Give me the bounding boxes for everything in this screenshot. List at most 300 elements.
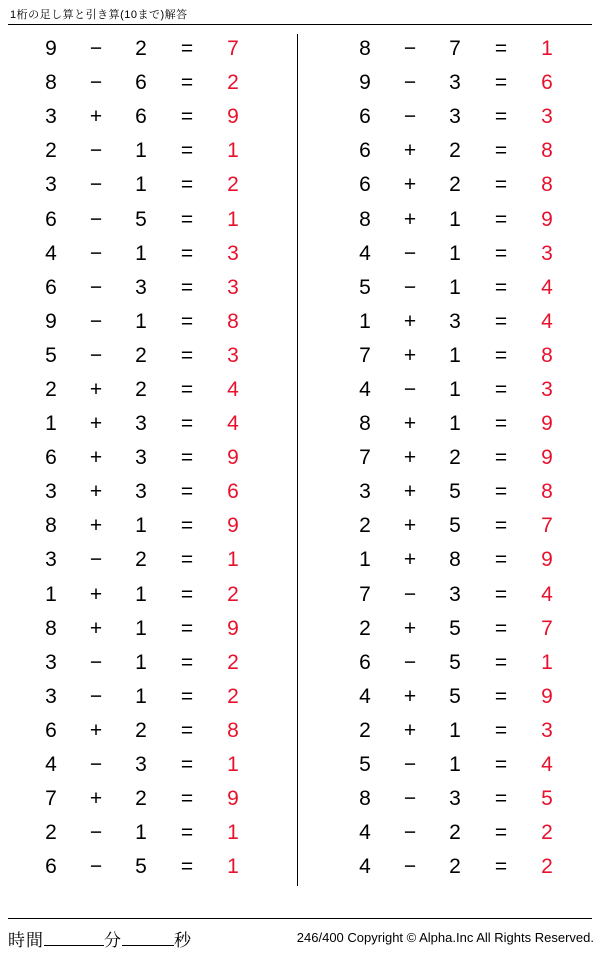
equals-sign: = bbox=[180, 241, 194, 265]
answer-value[interactable]: 4 bbox=[541, 275, 553, 299]
problem-row bbox=[28, 543, 260, 577]
operator-sign: + bbox=[89, 446, 103, 470]
operator-sign: + bbox=[89, 582, 103, 606]
operand-2: 3 bbox=[135, 412, 147, 436]
equals-sign: = bbox=[180, 684, 194, 708]
operand-2: 1 bbox=[135, 309, 147, 333]
operand-1: 6 bbox=[359, 650, 371, 674]
answer-value[interactable]: 9 bbox=[227, 514, 239, 538]
problem-row bbox=[28, 475, 260, 509]
problem-row bbox=[342, 373, 574, 407]
operand-2: 5 bbox=[449, 480, 461, 504]
operator-sign: + bbox=[89, 412, 103, 436]
answer-value[interactable]: 3 bbox=[227, 343, 239, 367]
operator-sign: − bbox=[89, 343, 103, 367]
answer-value[interactable]: 4 bbox=[541, 582, 553, 606]
operator-sign: − bbox=[403, 821, 417, 845]
operator-sign: + bbox=[403, 514, 417, 538]
operand-1: 8 bbox=[359, 412, 371, 436]
operand-1: 5 bbox=[359, 275, 371, 299]
time-seconds-blank[interactable] bbox=[122, 945, 174, 946]
operator-sign: + bbox=[89, 480, 103, 504]
equals-sign: = bbox=[494, 787, 508, 811]
answer-value[interactable]: 6 bbox=[227, 480, 239, 504]
footer-divider-line bbox=[8, 918, 592, 919]
time-record-field bbox=[8, 926, 192, 951]
answer-value[interactable]: 1 bbox=[227, 753, 239, 777]
operand-2: 3 bbox=[449, 71, 461, 95]
answer-value[interactable]: 9 bbox=[227, 616, 239, 640]
equals-sign: = bbox=[494, 514, 508, 538]
operand-1: 4 bbox=[45, 753, 57, 777]
operator-sign: − bbox=[89, 684, 103, 708]
answer-value[interactable]: 9 bbox=[541, 412, 553, 436]
operator-sign: − bbox=[89, 309, 103, 333]
equals-sign: = bbox=[494, 412, 508, 436]
equals-sign: = bbox=[180, 412, 194, 436]
operand-2: 1 bbox=[449, 275, 461, 299]
answer-value[interactable]: 1 bbox=[541, 37, 553, 61]
equals-sign: = bbox=[180, 582, 194, 606]
operand-2: 5 bbox=[449, 650, 461, 674]
problem-row bbox=[342, 237, 574, 271]
operand-2: 2 bbox=[449, 173, 461, 197]
problem-row bbox=[342, 271, 574, 305]
time-label: 時間 bbox=[8, 931, 44, 950]
answer-value[interactable]: 1 bbox=[227, 139, 239, 163]
operand-2: 1 bbox=[449, 343, 461, 367]
operator-sign: + bbox=[403, 684, 417, 708]
problem-row bbox=[28, 714, 260, 748]
operator-sign: − bbox=[89, 548, 103, 572]
operand-1: 8 bbox=[359, 787, 371, 811]
operand-2: 1 bbox=[135, 241, 147, 265]
operand-1: 2 bbox=[359, 718, 371, 742]
problem-row bbox=[28, 373, 260, 407]
operator-sign: − bbox=[89, 139, 103, 163]
operand-2: 5 bbox=[449, 684, 461, 708]
operand-1: 4 bbox=[359, 821, 371, 845]
equals-sign: = bbox=[494, 207, 508, 231]
operand-1: 2 bbox=[45, 377, 57, 401]
equals-sign: = bbox=[180, 514, 194, 538]
problem-row bbox=[28, 271, 260, 305]
copyright-notice: 246/400 Copyright © Alpha.Inc All Rights Reserved. bbox=[296, 930, 594, 945]
problem-row bbox=[28, 748, 260, 782]
operand-2: 1 bbox=[135, 684, 147, 708]
answer-value[interactable]: 4 bbox=[541, 309, 553, 333]
operator-sign: − bbox=[89, 71, 103, 95]
equals-sign: = bbox=[180, 718, 194, 742]
answer-value[interactable]: 4 bbox=[227, 377, 239, 401]
operator-sign: − bbox=[403, 753, 417, 777]
answer-value[interactable]: 8 bbox=[541, 480, 553, 504]
operand-1: 4 bbox=[359, 241, 371, 265]
operand-2: 1 bbox=[135, 514, 147, 538]
problem-row bbox=[28, 680, 260, 714]
answer-value[interactable]: 2 bbox=[227, 173, 239, 197]
operator-sign: + bbox=[89, 616, 103, 640]
problem-row bbox=[28, 66, 260, 100]
answer-value[interactable]: 4 bbox=[541, 753, 553, 777]
operator-sign: − bbox=[89, 650, 103, 674]
answer-value[interactable]: 8 bbox=[541, 173, 553, 197]
problem-row bbox=[342, 407, 574, 441]
problem-row bbox=[28, 850, 260, 884]
operand-1: 9 bbox=[359, 71, 371, 95]
problem-row bbox=[28, 646, 260, 680]
operand-2: 2 bbox=[135, 37, 147, 61]
seconds-label: 秒 bbox=[174, 931, 192, 950]
operand-2: 3 bbox=[135, 275, 147, 299]
operand-2: 1 bbox=[135, 139, 147, 163]
problem-row bbox=[342, 509, 574, 543]
operand-1: 3 bbox=[45, 480, 57, 504]
operand-2: 1 bbox=[449, 718, 461, 742]
equals-sign: = bbox=[494, 309, 508, 333]
problem-row bbox=[28, 134, 260, 168]
operator-sign: − bbox=[403, 37, 417, 61]
operand-2: 1 bbox=[135, 582, 147, 606]
operator-sign: − bbox=[403, 71, 417, 95]
problem-row bbox=[342, 748, 574, 782]
operator-sign: − bbox=[403, 582, 417, 606]
answer-value[interactable]: 6 bbox=[541, 71, 553, 95]
equals-sign: = bbox=[494, 582, 508, 606]
equals-sign: = bbox=[494, 753, 508, 777]
problem-row bbox=[342, 612, 574, 646]
operand-1: 9 bbox=[45, 37, 57, 61]
equals-sign: = bbox=[180, 855, 194, 879]
answer-value[interactable]: 2 bbox=[227, 650, 239, 674]
answer-value[interactable]: 2 bbox=[227, 684, 239, 708]
operand-2: 1 bbox=[135, 173, 147, 197]
operand-1: 2 bbox=[45, 139, 57, 163]
answer-value[interactable]: 2 bbox=[227, 71, 239, 95]
problem-row bbox=[28, 612, 260, 646]
operator-sign: + bbox=[403, 412, 417, 436]
equals-sign: = bbox=[180, 377, 194, 401]
operand-1: 8 bbox=[45, 616, 57, 640]
answer-value[interactable]: 1 bbox=[541, 650, 553, 674]
problem-row bbox=[342, 339, 574, 373]
equals-sign: = bbox=[180, 753, 194, 777]
answer-value[interactable]: 7 bbox=[541, 514, 553, 538]
answer-value[interactable]: 9 bbox=[541, 207, 553, 231]
operator-sign: − bbox=[403, 855, 417, 879]
operator-sign: + bbox=[89, 787, 103, 811]
equals-sign: = bbox=[494, 343, 508, 367]
equals-sign: = bbox=[494, 37, 508, 61]
operator-sign: − bbox=[89, 753, 103, 777]
operator-sign: + bbox=[403, 446, 417, 470]
problem-row bbox=[342, 578, 574, 612]
operand-1: 6 bbox=[45, 275, 57, 299]
operator-sign: + bbox=[403, 139, 417, 163]
answer-value[interactable]: 4 bbox=[227, 412, 239, 436]
equals-sign: = bbox=[494, 548, 508, 572]
equals-sign: = bbox=[494, 718, 508, 742]
operand-1: 3 bbox=[45, 684, 57, 708]
problem-row bbox=[342, 32, 574, 66]
problem-row bbox=[342, 850, 574, 884]
operand-1: 8 bbox=[359, 207, 371, 231]
problem-row bbox=[28, 168, 260, 202]
problem-row bbox=[28, 441, 260, 475]
equals-sign: = bbox=[180, 480, 194, 504]
operand-2: 1 bbox=[135, 650, 147, 674]
operator-sign: − bbox=[89, 207, 103, 231]
operand-1: 4 bbox=[45, 241, 57, 265]
operand-2: 3 bbox=[449, 105, 461, 129]
operand-2: 3 bbox=[449, 309, 461, 333]
equals-sign: = bbox=[494, 71, 508, 95]
operand-1: 7 bbox=[45, 787, 57, 811]
operator-sign: − bbox=[89, 241, 103, 265]
answer-value[interactable]: 8 bbox=[541, 343, 553, 367]
answer-value[interactable]: 7 bbox=[541, 616, 553, 640]
equals-sign: = bbox=[494, 446, 508, 470]
answer-value[interactable]: 8 bbox=[541, 139, 553, 163]
operand-2: 1 bbox=[449, 241, 461, 265]
operator-sign: + bbox=[89, 377, 103, 401]
operand-2: 3 bbox=[135, 753, 147, 777]
operand-2: 2 bbox=[135, 377, 147, 401]
operand-1: 4 bbox=[359, 684, 371, 708]
equals-sign: = bbox=[494, 139, 508, 163]
operand-1: 8 bbox=[359, 37, 371, 61]
operator-sign: + bbox=[403, 548, 417, 572]
equals-sign: = bbox=[494, 650, 508, 674]
operator-sign: + bbox=[89, 514, 103, 538]
answer-value[interactable]: 3 bbox=[227, 241, 239, 265]
operator-sign: + bbox=[403, 343, 417, 367]
operand-2: 5 bbox=[135, 855, 147, 879]
operand-2: 1 bbox=[449, 377, 461, 401]
operand-2: 5 bbox=[135, 207, 147, 231]
equals-sign: = bbox=[494, 377, 508, 401]
answer-value[interactable]: 1 bbox=[227, 207, 239, 231]
operator-sign: + bbox=[403, 616, 417, 640]
equals-sign: = bbox=[180, 139, 194, 163]
operand-1: 2 bbox=[359, 514, 371, 538]
operand-1: 1 bbox=[359, 548, 371, 572]
operand-2: 2 bbox=[449, 855, 461, 879]
operator-sign: − bbox=[89, 821, 103, 845]
operand-2: 3 bbox=[449, 787, 461, 811]
operand-1: 3 bbox=[45, 548, 57, 572]
answer-value[interactable]: 9 bbox=[227, 446, 239, 470]
answer-value[interactable]: 9 bbox=[541, 446, 553, 470]
equals-sign: = bbox=[180, 309, 194, 333]
operand-2: 1 bbox=[135, 821, 147, 845]
operand-1: 8 bbox=[45, 71, 57, 95]
equals-sign: = bbox=[180, 71, 194, 95]
operator-sign: + bbox=[403, 718, 417, 742]
operand-2: 2 bbox=[449, 446, 461, 470]
equals-sign: = bbox=[494, 616, 508, 640]
equals-sign: = bbox=[180, 446, 194, 470]
problem-row bbox=[342, 475, 574, 509]
equals-sign: = bbox=[494, 684, 508, 708]
equals-sign: = bbox=[180, 343, 194, 367]
problem-row bbox=[342, 680, 574, 714]
operand-2: 2 bbox=[135, 718, 147, 742]
operator-sign: − bbox=[403, 787, 417, 811]
operand-2: 5 bbox=[449, 616, 461, 640]
operator-sign: − bbox=[403, 105, 417, 129]
answer-value[interactable]: 1 bbox=[227, 821, 239, 845]
equals-sign: = bbox=[494, 173, 508, 197]
operand-1: 4 bbox=[359, 855, 371, 879]
problem-row bbox=[28, 339, 260, 373]
operator-sign: + bbox=[403, 480, 417, 504]
equals-sign: = bbox=[180, 548, 194, 572]
minutes-label: 分 bbox=[104, 931, 122, 950]
page-footer bbox=[0, 924, 600, 956]
answer-value[interactable]: 2 bbox=[227, 582, 239, 606]
time-minutes-blank[interactable] bbox=[44, 945, 104, 946]
equals-sign: = bbox=[180, 616, 194, 640]
answer-value[interactable]: 8 bbox=[227, 309, 239, 333]
problem-row bbox=[28, 100, 260, 134]
operand-1: 8 bbox=[45, 514, 57, 538]
problem-row bbox=[28, 32, 260, 66]
operator-sign: + bbox=[89, 718, 103, 742]
operand-1: 7 bbox=[359, 343, 371, 367]
equals-sign: = bbox=[180, 173, 194, 197]
problem-row bbox=[28, 202, 260, 236]
problem-row bbox=[342, 168, 574, 202]
operand-1: 7 bbox=[359, 582, 371, 606]
equals-sign: = bbox=[180, 37, 194, 61]
answer-value[interactable]: 2 bbox=[541, 855, 553, 879]
operator-sign: − bbox=[89, 275, 103, 299]
equals-sign: = bbox=[494, 480, 508, 504]
answer-value[interactable]: 3 bbox=[541, 105, 553, 129]
operand-1: 5 bbox=[45, 343, 57, 367]
operator-sign: + bbox=[403, 309, 417, 333]
operand-1: 6 bbox=[45, 446, 57, 470]
operand-1: 5 bbox=[359, 753, 371, 777]
operand-1: 9 bbox=[45, 309, 57, 333]
operand-2: 3 bbox=[135, 480, 147, 504]
answer-value[interactable]: 9 bbox=[541, 548, 553, 572]
problem-row bbox=[342, 305, 574, 339]
answer-value[interactable]: 3 bbox=[227, 275, 239, 299]
equals-sign: = bbox=[180, 650, 194, 674]
operator-sign: + bbox=[403, 207, 417, 231]
operand-2: 1 bbox=[449, 412, 461, 436]
operand-1: 6 bbox=[359, 173, 371, 197]
operand-1: 3 bbox=[359, 480, 371, 504]
equals-sign: = bbox=[494, 105, 508, 129]
operand-2: 5 bbox=[449, 514, 461, 538]
operand-2: 2 bbox=[135, 548, 147, 572]
operator-sign: − bbox=[403, 241, 417, 265]
answer-value[interactable]: 9 bbox=[227, 105, 239, 129]
problem-row bbox=[342, 202, 574, 236]
problem-row bbox=[28, 816, 260, 850]
problem-row bbox=[342, 134, 574, 168]
answer-value[interactable]: 3 bbox=[541, 377, 553, 401]
header-divider-line bbox=[8, 24, 592, 25]
problem-row bbox=[342, 441, 574, 475]
problem-row bbox=[28, 509, 260, 543]
problem-row bbox=[342, 816, 574, 850]
answer-value[interactable]: 8 bbox=[227, 718, 239, 742]
problem-row bbox=[28, 237, 260, 271]
equals-sign: = bbox=[494, 821, 508, 845]
operator-sign: + bbox=[403, 173, 417, 197]
problem-row bbox=[342, 714, 574, 748]
operand-2: 2 bbox=[449, 821, 461, 845]
answer-value[interactable]: 1 bbox=[227, 855, 239, 879]
answer-value[interactable]: 5 bbox=[541, 787, 553, 811]
operand-1: 3 bbox=[45, 105, 57, 129]
equals-sign: = bbox=[180, 787, 194, 811]
operand-2: 1 bbox=[449, 753, 461, 777]
right-column bbox=[300, 32, 600, 884]
equals-sign: = bbox=[180, 821, 194, 845]
operand-2: 3 bbox=[135, 446, 147, 470]
operator-sign: − bbox=[403, 650, 417, 674]
operand-1: 4 bbox=[359, 377, 371, 401]
operand-1: 3 bbox=[45, 650, 57, 674]
problem-row bbox=[28, 407, 260, 441]
operand-2: 7 bbox=[449, 37, 461, 61]
equals-sign: = bbox=[180, 207, 194, 231]
operand-1: 7 bbox=[359, 446, 371, 470]
operand-1: 2 bbox=[359, 616, 371, 640]
operator-sign: − bbox=[89, 855, 103, 879]
problem-row bbox=[28, 782, 260, 816]
operand-1: 6 bbox=[45, 207, 57, 231]
operand-1: 6 bbox=[45, 718, 57, 742]
left-column bbox=[0, 32, 300, 884]
answer-value[interactable]: 9 bbox=[227, 787, 239, 811]
operator-sign: + bbox=[89, 105, 103, 129]
equals-sign: = bbox=[180, 105, 194, 129]
operand-1: 2 bbox=[45, 821, 57, 845]
problem-row bbox=[342, 100, 574, 134]
operand-1: 1 bbox=[359, 309, 371, 333]
answer-value[interactable]: 3 bbox=[541, 241, 553, 265]
operand-2: 2 bbox=[135, 343, 147, 367]
equals-sign: = bbox=[494, 855, 508, 879]
answer-value[interactable]: 3 bbox=[541, 718, 553, 742]
problem-row bbox=[342, 66, 574, 100]
operand-1: 6 bbox=[359, 105, 371, 129]
equals-sign: = bbox=[494, 241, 508, 265]
problem-row bbox=[342, 782, 574, 816]
answer-value[interactable]: 9 bbox=[541, 684, 553, 708]
answer-value[interactable]: 7 bbox=[227, 37, 239, 61]
operand-2: 2 bbox=[135, 787, 147, 811]
operand-2: 1 bbox=[135, 616, 147, 640]
operator-sign: − bbox=[403, 377, 417, 401]
operand-2: 2 bbox=[449, 139, 461, 163]
problem-row bbox=[28, 305, 260, 339]
operator-sign: − bbox=[89, 173, 103, 197]
operand-1: 6 bbox=[359, 139, 371, 163]
problem-row bbox=[342, 646, 574, 680]
equals-sign: = bbox=[494, 275, 508, 299]
answer-value[interactable]: 1 bbox=[227, 548, 239, 572]
operand-2: 8 bbox=[449, 548, 461, 572]
answer-value[interactable]: 2 bbox=[541, 821, 553, 845]
operand-2: 6 bbox=[135, 71, 147, 95]
